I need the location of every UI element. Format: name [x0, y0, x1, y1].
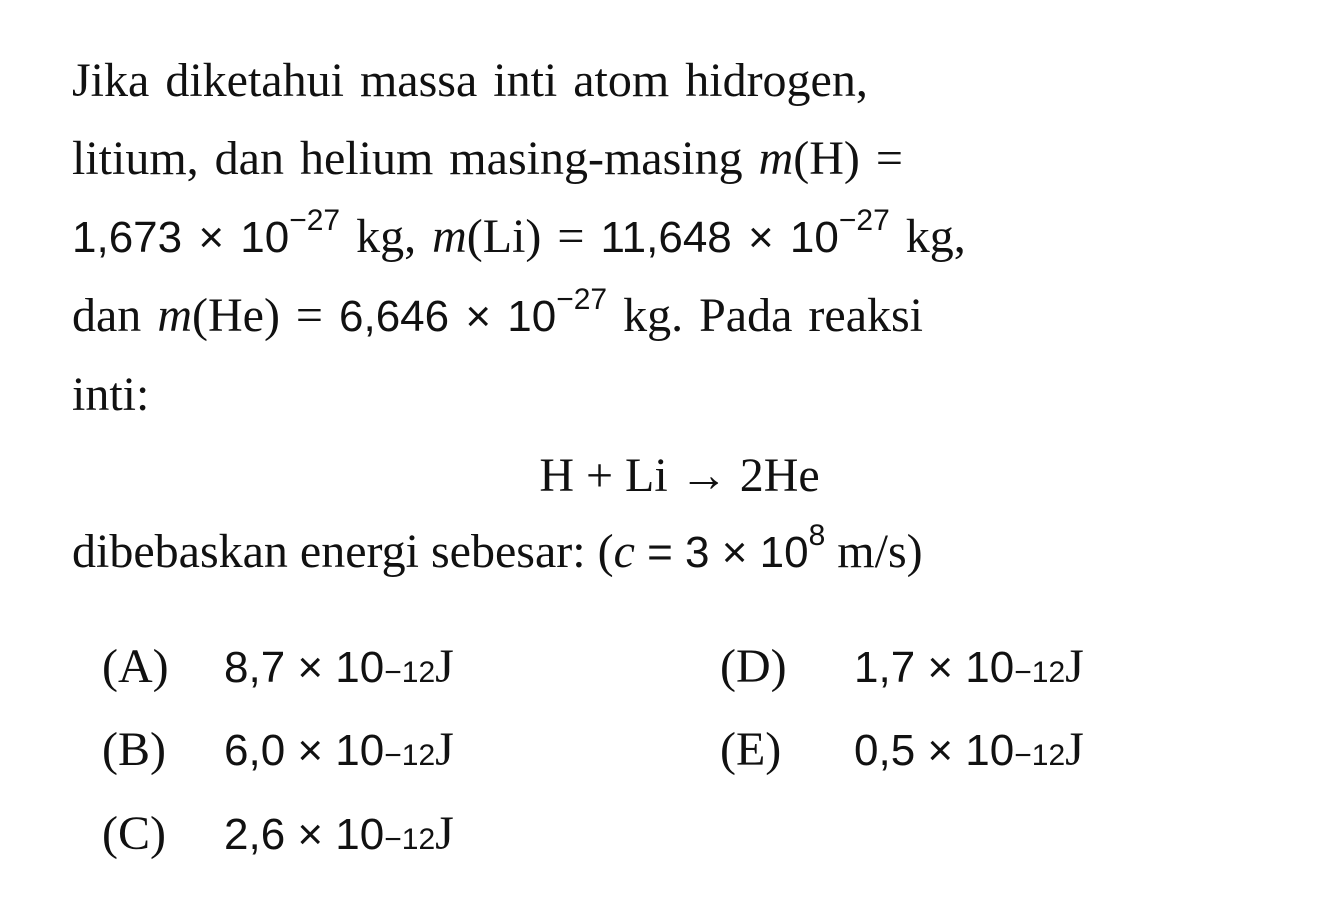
- line-4: [72, 283, 924, 342]
- option-c-value: 2,6 × 10: [224, 810, 385, 859]
- option-a-label: (A): [102, 640, 169, 693]
- light-speed-symbol: c: [613, 525, 635, 578]
- line-2-text: litium, dan helium masing-masing: [72, 132, 759, 185]
- line-4-suffix: kg. Pada reaksi: [607, 289, 924, 342]
- mass-li-exponent: −27: [838, 204, 890, 237]
- option-a-unit: J: [435, 640, 454, 693]
- line-2: [72, 132, 903, 185]
- mass-he-exponent: −27: [556, 283, 608, 316]
- option-a[interactable]: (A) 8,7 × 10 −12 J: [102, 637, 454, 698]
- lithium-label: (Li) =: [466, 210, 601, 263]
- option-e-label: (E): [720, 723, 782, 776]
- hydrogen-label: (H) =: [793, 132, 903, 185]
- option-b[interactable]: (B) 6,0 × 10 −12 J: [102, 720, 454, 781]
- helium-label: (He) =: [191, 289, 339, 342]
- line-5: inti:: [72, 368, 150, 421]
- option-c[interactable]: (C) 2,6 × 10 −12 J: [102, 804, 454, 865]
- question-line: [72, 519, 923, 583]
- option-d-value: 1,7 × 10: [854, 643, 1015, 692]
- mass-li-unit: kg,: [889, 210, 966, 263]
- mass-h-unit: kg,: [340, 210, 433, 263]
- line-4-prefix: dan: [72, 289, 158, 342]
- mass-h-exponent: −27: [289, 204, 341, 237]
- question-equals: =: [634, 528, 686, 577]
- mass-symbol-he: m: [157, 289, 192, 342]
- option-c-label: (C): [102, 807, 166, 860]
- option-a-value: 8,7 × 10: [224, 643, 385, 692]
- mass-he-value: 6,646 × 10: [339, 292, 557, 341]
- mass-h-value: 1,673 × 10: [72, 213, 290, 262]
- option-d-label: (D): [720, 640, 787, 693]
- option-b-value: 6,0 × 10: [224, 726, 385, 775]
- option-c-unit: J: [435, 807, 454, 860]
- option-b-label: (B): [102, 723, 166, 776]
- mass-symbol-li: m: [432, 210, 467, 263]
- option-e-value: 0,5 × 10: [854, 726, 1015, 775]
- line-1: Jika diketahui massa inti atom hidrogen,: [72, 54, 868, 107]
- light-speed-unit: m/s): [825, 525, 923, 578]
- option-b-unit: J: [435, 723, 454, 776]
- mass-li-value: 11,648 × 10: [600, 213, 839, 262]
- option-e[interactable]: (E) 0,5 × 10 −12 J: [720, 720, 1084, 781]
- mass-symbol-h: m: [758, 132, 794, 185]
- option-e-unit: J: [1065, 723, 1084, 776]
- light-speed-value: 3 × 10: [685, 528, 809, 577]
- line-3: [72, 204, 966, 263]
- problem-statement: [72, 42, 1304, 434]
- option-d[interactable]: (D) 1,7 × 10 −12 J: [720, 637, 1084, 698]
- light-speed-exponent: 8: [808, 519, 826, 552]
- question-prefix: dibebaskan energi sebesar: (: [72, 525, 614, 578]
- reaction-equation: H + Li → 2He: [539, 449, 820, 502]
- option-d-unit: J: [1065, 640, 1084, 693]
